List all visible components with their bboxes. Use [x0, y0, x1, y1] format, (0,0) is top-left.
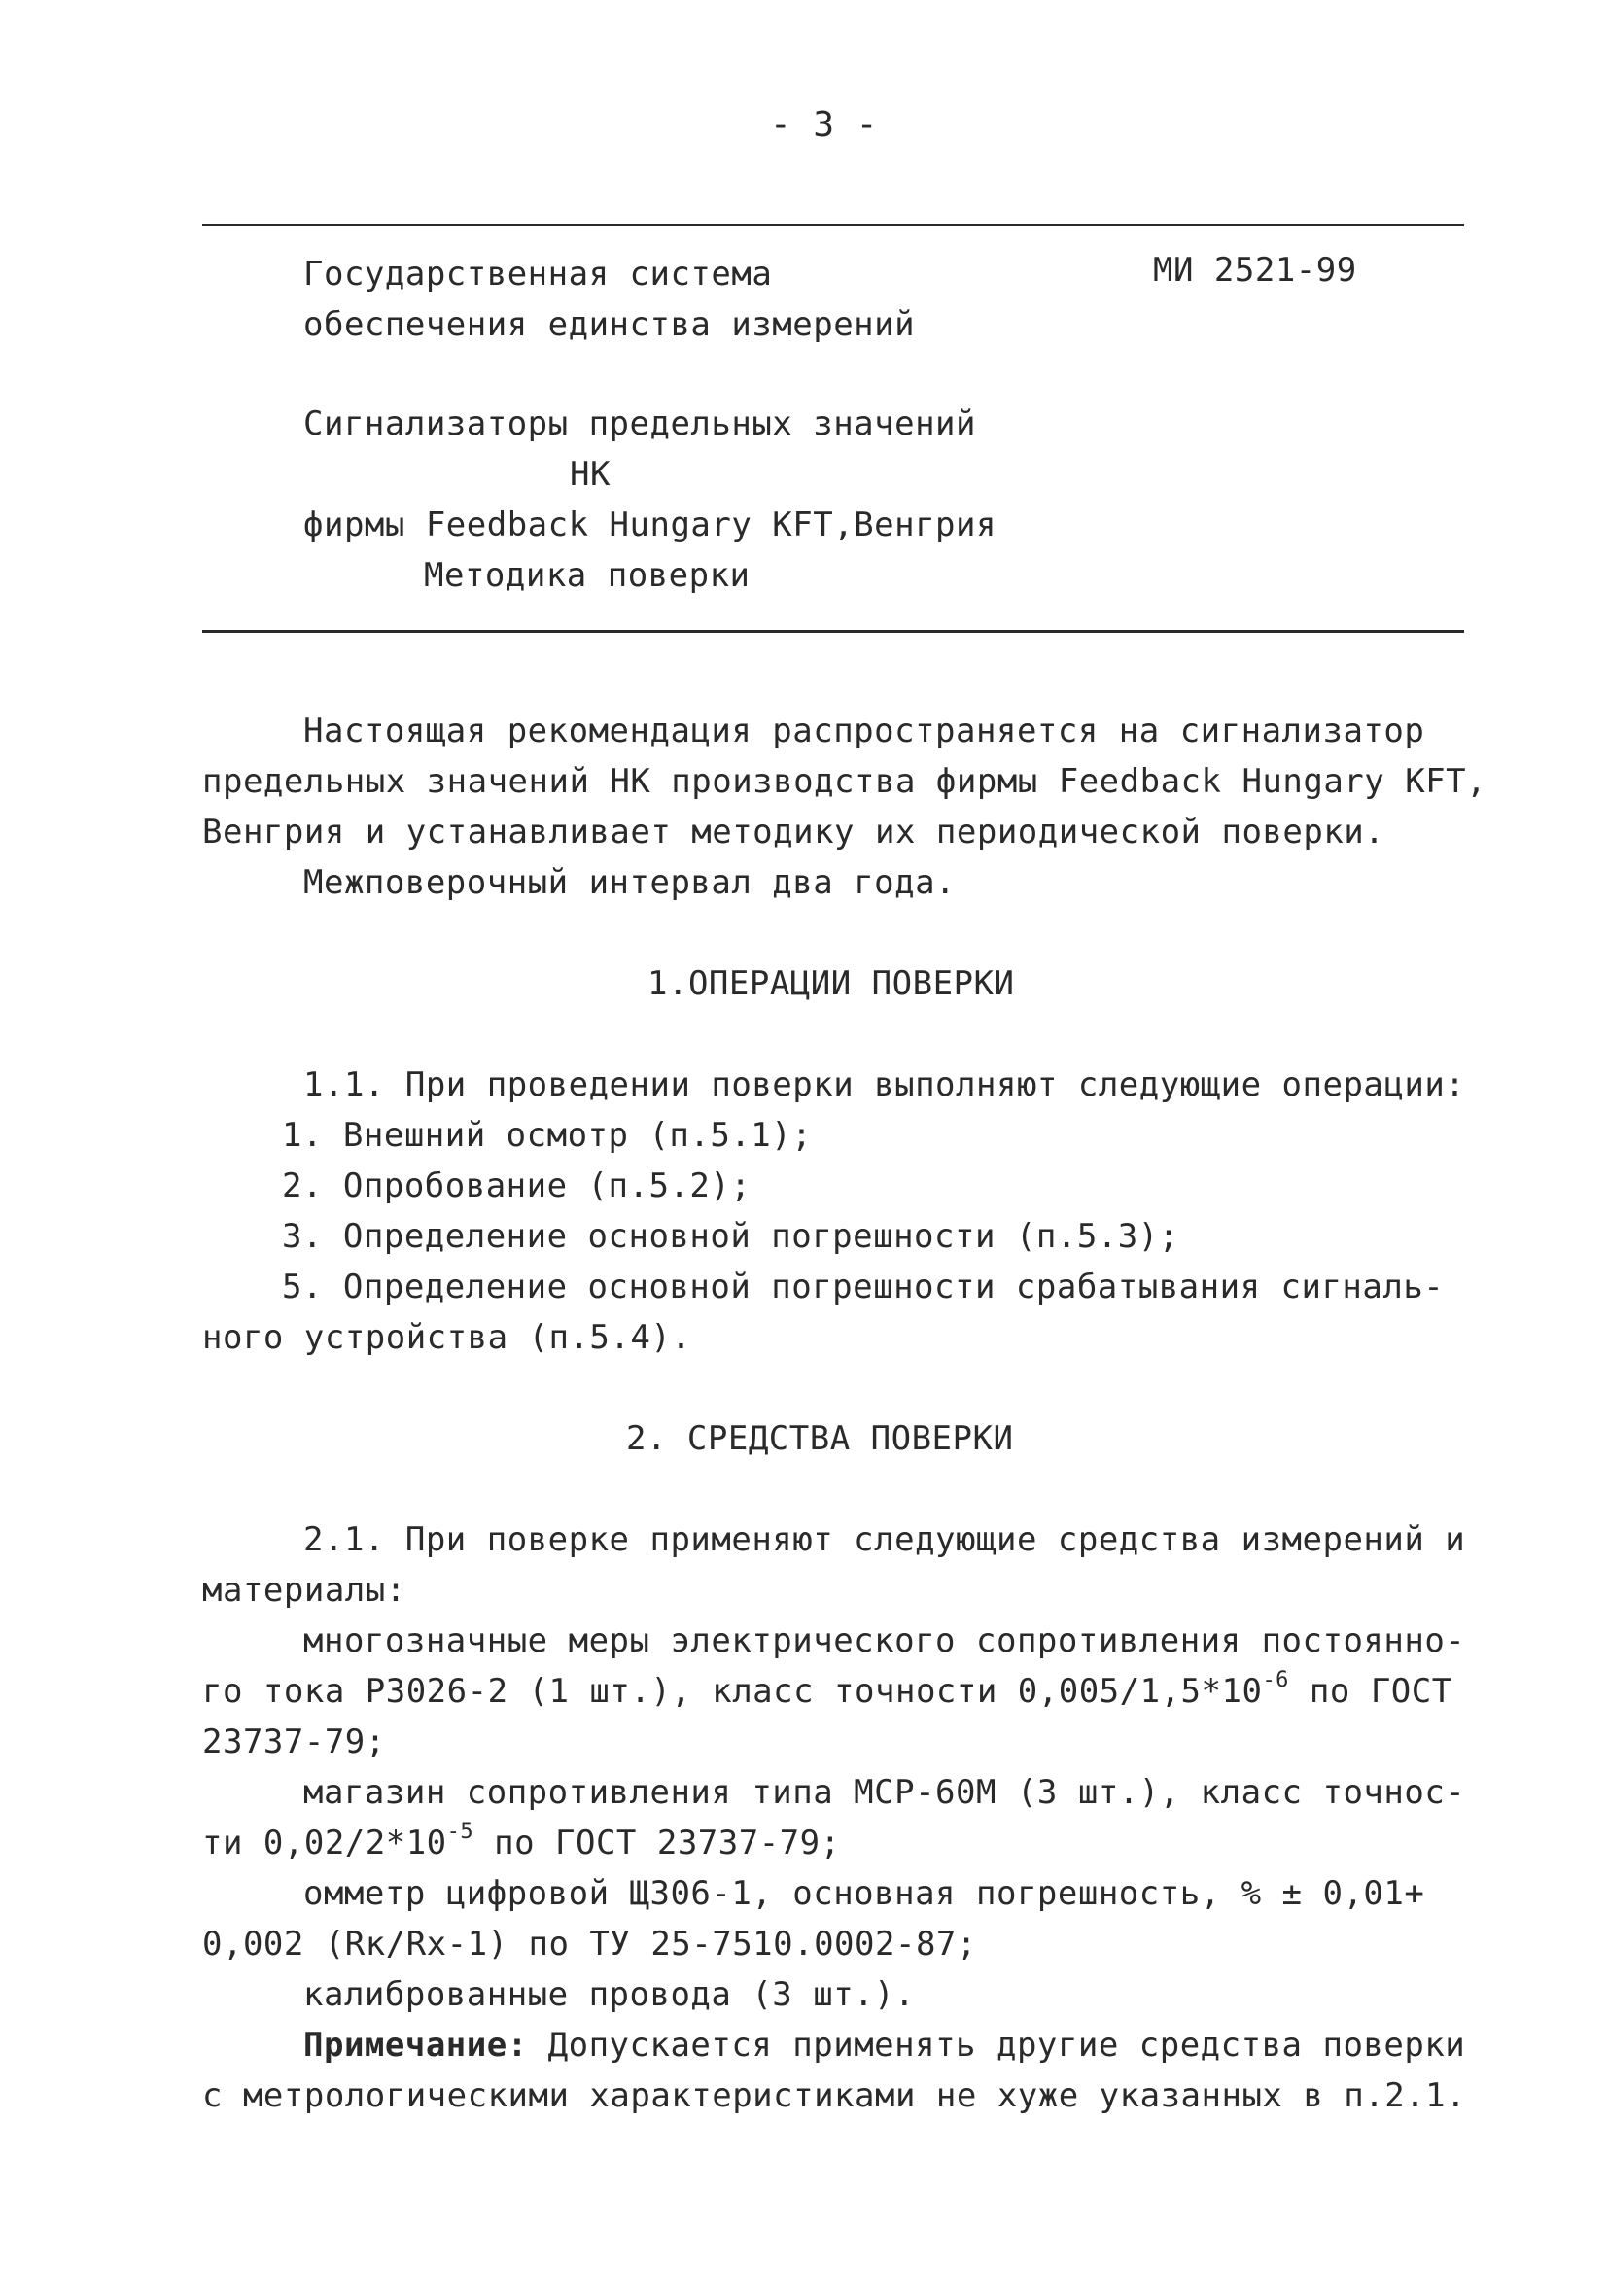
document-code: МИ 2521-99: [1153, 251, 1357, 290]
note-line-1: [303, 2026, 1465, 2065]
intro-line-2: предельных значений НК производства фирмы Feedback Hungary KFT,: [202, 762, 1487, 801]
note-text: Допускается применять другие средства поверки: [527, 2026, 1466, 2065]
operation-item: 1. Внешний осмотр (п.5.1);: [282, 1116, 813, 1155]
means-2-line-2-text: ти 0,02/2*10: [202, 1824, 447, 1862]
operation-item-continuation: ного устройства (п.5.4).: [202, 1318, 692, 1357]
intro-line-3: Венгрия и устанавливает методику их периодической поверки.: [202, 813, 1385, 852]
title-line-1: Сигнализаторы предельных значений: [303, 404, 977, 443]
intro-line-4: Межповерочный интервал два года.: [303, 863, 957, 902]
means-1-line-2-tail: по ГОСТ: [1288, 1672, 1452, 1711]
operation-item: 5. Определение основной погрешности срабатывания сигналь-: [282, 1268, 1445, 1306]
operation-item: 3. Определение основной погрешности (п.5.3);: [282, 1217, 1179, 1256]
system-line-1: Государственная система: [303, 255, 773, 294]
means-3-line-1: омметр цифровой Щ306-1, основная погрешность, % ± 0,01+: [303, 1874, 1425, 1913]
means-1-exponent: -6: [1262, 1668, 1289, 1692]
section-2-paragraph-line-1: 2.1. При поверке применяют следующие средства измерений и: [303, 1520, 1466, 1559]
title-line-4: Методика поверки: [424, 556, 751, 595]
system-line-2: обеспечения единства измерений: [303, 305, 916, 344]
operation-item: 2. Опробование (п.5.2);: [282, 1166, 752, 1205]
note-label: Примечание:: [303, 2026, 528, 2065]
note-line-2: с метрологическими характеристиками не хуже указанных в п.2.1.: [202, 2076, 1467, 2115]
means-1-line-3: 23737-79;: [202, 1722, 386, 1761]
page-number: - 3 -: [770, 105, 878, 145]
means-1-line-2: [202, 1668, 1452, 1711]
header-top-rule: [202, 224, 1464, 226]
means-2-line-1: магазин сопротивления типа МСР-60М (3 шт.), класс точнос-: [303, 1773, 1466, 1812]
intro-line-1: Настоящая рекомендация распространяется на сигнализатор: [303, 712, 1425, 750]
section-1-heading: 1.ОПЕРАЦИИ ПОВЕРКИ: [647, 964, 1015, 1003]
means-3-line-2: 0,002 (Rк/Rх-1) по ТУ 25-7510.0002-87;: [202, 1925, 977, 1964]
means-1-line-2-text: го тока Р3026-2 (1 шт.), класс точности 0,005/1,5*10: [202, 1672, 1263, 1711]
section-2-heading: 2. СРЕДСТВА ПОВЕРКИ: [626, 1419, 1014, 1458]
title-line-3: фирмы Feedback Hungary KFT,Венгрия: [303, 505, 996, 544]
means-2-line-2-tail: по ГОСТ 23737-79;: [473, 1824, 841, 1862]
section-2-paragraph-line-2: материалы:: [202, 1571, 406, 1610]
means-2-line-2: [202, 1820, 841, 1862]
title-line-2: НК: [570, 455, 611, 494]
means-4-line-1: калиброванные провода (3 шт.).: [303, 1975, 916, 2014]
header-bottom-rule: [202, 630, 1464, 633]
means-2-exponent: -5: [446, 1820, 474, 1844]
means-1-line-1: многозначные меры электрического сопротивления постоянно-: [303, 1621, 1466, 1660]
section-1-paragraph: 1.1. При проведении поверки выполняют следующие операции:: [303, 1065, 1466, 1104]
